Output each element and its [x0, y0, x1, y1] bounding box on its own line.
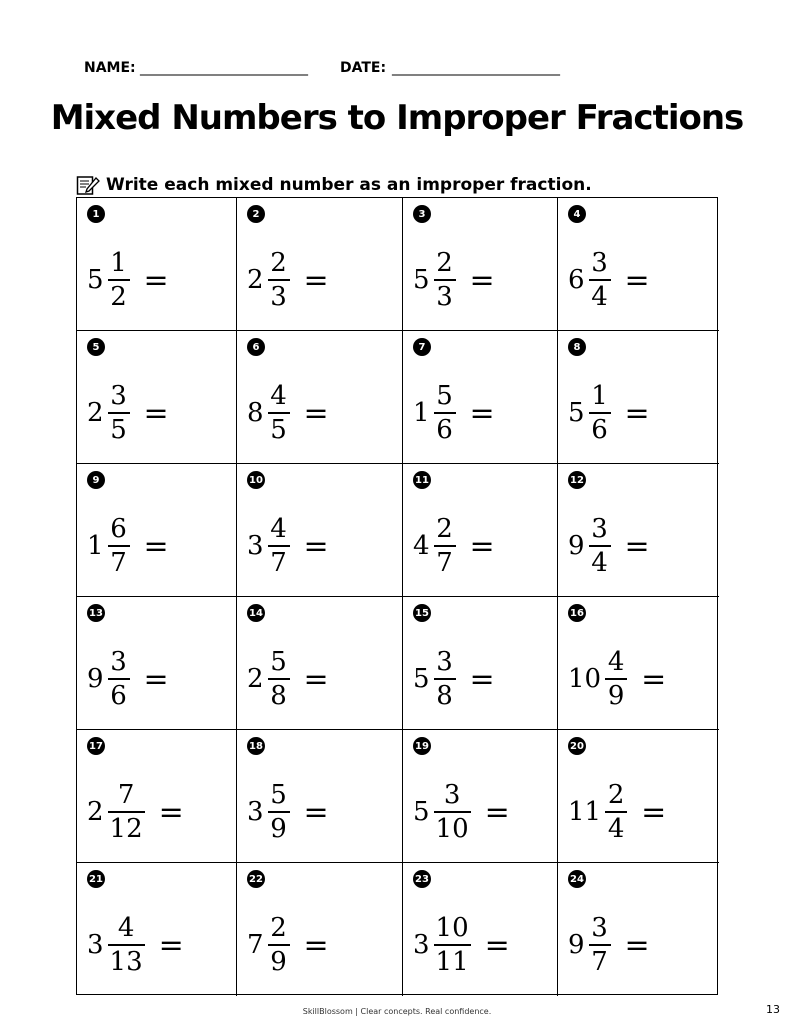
numerator: 4 [117, 913, 135, 944]
problem-number-badge: 5 [87, 338, 105, 356]
equals-sign: = [469, 395, 495, 431]
problem-number-badge: 4 [568, 205, 586, 223]
whole-number: 9 [87, 664, 104, 694]
instruction [76, 173, 592, 197]
fraction [268, 380, 290, 446]
denominator: 8 [436, 680, 453, 711]
equals-sign: = [158, 927, 184, 963]
numerator: 5 [270, 647, 287, 678]
mixed-number [87, 643, 169, 715]
denominator: 6 [591, 414, 608, 445]
whole-number: 8 [247, 398, 264, 428]
whole-number: 5 [413, 265, 430, 295]
equals-sign: = [624, 528, 650, 564]
equals-sign: = [624, 262, 650, 298]
numerator: 4 [270, 381, 287, 412]
numerator: 4 [607, 647, 625, 678]
fraction [268, 513, 290, 579]
problem-number-badge: 19 [413, 737, 431, 755]
fraction [268, 247, 290, 313]
equals-sign: = [641, 661, 667, 697]
mixed-number [568, 377, 650, 449]
whole-number: 1 [87, 531, 104, 561]
denominator: 3 [436, 281, 453, 312]
problem-number-badge: 9 [87, 471, 105, 489]
equals-sign: = [143, 661, 169, 697]
fraction [605, 646, 627, 712]
whole-number: 3 [87, 930, 104, 960]
fraction [589, 513, 611, 579]
fraction [108, 912, 145, 978]
fraction [108, 247, 130, 313]
numerator: 1 [591, 381, 608, 412]
mixed-number [87, 909, 184, 981]
problem-cell [77, 730, 237, 863]
problem-cell [558, 198, 719, 331]
whole-number: 9 [568, 930, 585, 960]
denominator: 4 [591, 547, 608, 578]
numerator: 5 [436, 381, 453, 412]
fraction [434, 779, 471, 845]
fraction [108, 646, 130, 712]
equals-sign: = [303, 661, 329, 697]
fraction [434, 380, 456, 446]
mixed-number [247, 377, 329, 449]
pencil-note-icon [76, 174, 100, 196]
fraction [434, 912, 471, 978]
fraction [108, 380, 130, 446]
mixed-number [87, 776, 184, 848]
problem-number-badge: 15 [413, 604, 431, 622]
problem-number-badge: 24 [568, 870, 586, 888]
problem-cell [77, 198, 237, 331]
fraction [268, 646, 290, 712]
fraction [434, 646, 456, 712]
numerator: 5 [270, 780, 287, 811]
equals-sign: = [143, 395, 169, 431]
mixed-number [87, 377, 169, 449]
denominator: 11 [435, 946, 469, 977]
problem-number-badge: 10 [247, 471, 265, 489]
fraction [589, 380, 611, 446]
numerator: 3 [591, 913, 608, 944]
numerator: 3 [110, 381, 127, 412]
denominator: 6 [436, 414, 453, 445]
whole-number: 1 [413, 398, 430, 428]
denominator: 6 [110, 680, 127, 711]
numerator: 3 [443, 780, 461, 811]
date-field[interactable]: ________________________ [392, 60, 560, 76]
problem-cell [403, 730, 558, 863]
numerator: 3 [591, 248, 608, 279]
problem-cell [403, 464, 558, 597]
mixed-number [413, 244, 495, 316]
equals-sign: = [303, 528, 329, 564]
problem-cell [403, 863, 558, 996]
equals-sign: = [469, 262, 495, 298]
fraction [268, 779, 290, 845]
denominator: 9 [270, 946, 287, 977]
problem-number-badge: 14 [247, 604, 265, 622]
numerator: 4 [270, 514, 287, 545]
whole-number: 3 [247, 797, 264, 827]
problem-cell [77, 464, 237, 597]
mixed-number [568, 776, 666, 848]
whole-number: 7 [247, 930, 264, 960]
denominator: 5 [110, 414, 127, 445]
denominator: 7 [110, 547, 127, 578]
equals-sign: = [143, 262, 169, 298]
whole-number: 5 [413, 797, 430, 827]
page-title: Mixed Numbers to Improper Fractions [50, 98, 744, 138]
problem-cell [558, 464, 719, 597]
whole-number: 6 [568, 265, 585, 295]
denominator: 5 [270, 414, 287, 445]
numerator: 2 [436, 248, 453, 279]
denominator: 9 [607, 680, 625, 711]
denominator: 9 [270, 813, 287, 844]
problem-grid [76, 197, 718, 995]
fraction [108, 513, 130, 579]
equals-sign: = [469, 528, 495, 564]
equals-sign: = [303, 794, 329, 830]
problem-number-badge: 7 [413, 338, 431, 356]
problem-cell [237, 198, 403, 331]
numerator: 3 [436, 647, 453, 678]
problem-cell [558, 597, 719, 730]
mixed-number [413, 776, 510, 848]
fraction [589, 912, 611, 978]
numerator: 2 [607, 780, 625, 811]
equals-sign: = [624, 395, 650, 431]
problem-number-badge: 11 [413, 471, 431, 489]
denominator: 8 [270, 680, 287, 711]
equals-sign: = [303, 262, 329, 298]
denominator: 4 [607, 813, 625, 844]
whole-number: 11 [568, 797, 602, 827]
date-label: DATE: [340, 60, 387, 76]
equals-sign: = [158, 794, 184, 830]
mixed-number [413, 909, 510, 981]
mixed-number [247, 643, 329, 715]
problem-number-badge: 13 [87, 604, 105, 622]
denominator: 4 [591, 281, 608, 312]
equals-sign: = [143, 528, 169, 564]
numerator: 1 [110, 248, 127, 279]
problem-number-badge: 23 [413, 870, 431, 888]
numerator: 3 [110, 647, 127, 678]
problem-cell [403, 198, 558, 331]
problem-number-badge: 21 [87, 870, 105, 888]
equals-sign: = [469, 661, 495, 697]
problem-cell [77, 863, 237, 996]
problem-cell [237, 464, 403, 597]
fraction [605, 779, 627, 845]
numerator: 2 [270, 913, 287, 944]
denominator: 2 [110, 281, 127, 312]
page-number: 13 [766, 1003, 780, 1016]
name-field[interactable]: ________________________ [140, 60, 308, 76]
denominator: 3 [270, 281, 287, 312]
equals-sign: = [641, 794, 667, 830]
equals-sign: = [624, 927, 650, 963]
mixed-number [568, 643, 666, 715]
denominator: 12 [109, 813, 143, 844]
mixed-number [87, 510, 169, 582]
fraction [108, 779, 145, 845]
denominator: 7 [270, 547, 287, 578]
mixed-number [413, 377, 495, 449]
whole-number: 4 [413, 531, 430, 561]
numerator: 2 [270, 248, 287, 279]
mixed-number [247, 244, 329, 316]
problem-number-badge: 8 [568, 338, 586, 356]
whole-number: 5 [413, 664, 430, 694]
mixed-number [568, 909, 650, 981]
problem-cell [558, 863, 719, 996]
problem-cell [77, 597, 237, 730]
problem-number-badge: 18 [247, 737, 265, 755]
problem-number-badge: 2 [247, 205, 265, 223]
numerator: 6 [110, 514, 127, 545]
instruction-text: Write each mixed number as an improper fraction. [106, 175, 592, 195]
whole-number: 2 [247, 265, 264, 295]
mixed-number [413, 510, 495, 582]
fraction [268, 912, 290, 978]
mixed-number [247, 776, 329, 848]
mixed-number [413, 643, 495, 715]
mixed-number [247, 510, 329, 582]
problem-cell [403, 331, 558, 464]
numerator: 2 [436, 514, 453, 545]
problem-number-badge: 3 [413, 205, 431, 223]
problem-number-badge: 17 [87, 737, 105, 755]
problem-cell [558, 331, 719, 464]
numerator: 10 [435, 913, 469, 944]
problem-cell [237, 730, 403, 863]
fraction [434, 247, 456, 313]
problem-number-badge: 12 [568, 471, 586, 489]
mixed-number [87, 244, 169, 316]
problem-cell [237, 597, 403, 730]
equals-sign: = [303, 927, 329, 963]
denominator: 7 [591, 946, 608, 977]
whole-number: 10 [568, 664, 602, 694]
problem-cell [77, 331, 237, 464]
problem-cell [403, 597, 558, 730]
whole-number: 5 [87, 265, 104, 295]
header-row [84, 58, 644, 82]
equals-sign: = [303, 395, 329, 431]
mixed-number [568, 244, 650, 316]
problem-cell [558, 730, 719, 863]
problem-cell [237, 863, 403, 996]
name-label: NAME: [84, 60, 136, 76]
equals-sign: = [484, 794, 510, 830]
footer: SkillBlossom | Clear concepts. Real confidence. [302, 1007, 492, 1016]
whole-number: 3 [247, 531, 264, 561]
problem-number-badge: 20 [568, 737, 586, 755]
mixed-number [568, 510, 650, 582]
whole-number: 2 [87, 398, 104, 428]
denominator: 10 [435, 813, 469, 844]
problem-number-badge: 16 [568, 604, 586, 622]
whole-number: 3 [413, 930, 430, 960]
whole-number: 2 [247, 664, 264, 694]
whole-number: 9 [568, 531, 585, 561]
denominator: 7 [436, 547, 453, 578]
whole-number: 5 [568, 398, 585, 428]
problem-number-badge: 22 [247, 870, 265, 888]
mixed-number [247, 909, 329, 981]
numerator: 3 [591, 514, 608, 545]
fraction [589, 247, 611, 313]
problem-cell [237, 331, 403, 464]
denominator: 13 [109, 946, 143, 977]
whole-number: 2 [87, 797, 104, 827]
problem-number-badge: 1 [87, 205, 105, 223]
fraction [434, 513, 456, 579]
equals-sign: = [484, 927, 510, 963]
numerator: 7 [117, 780, 135, 811]
problem-number-badge: 6 [247, 338, 265, 356]
